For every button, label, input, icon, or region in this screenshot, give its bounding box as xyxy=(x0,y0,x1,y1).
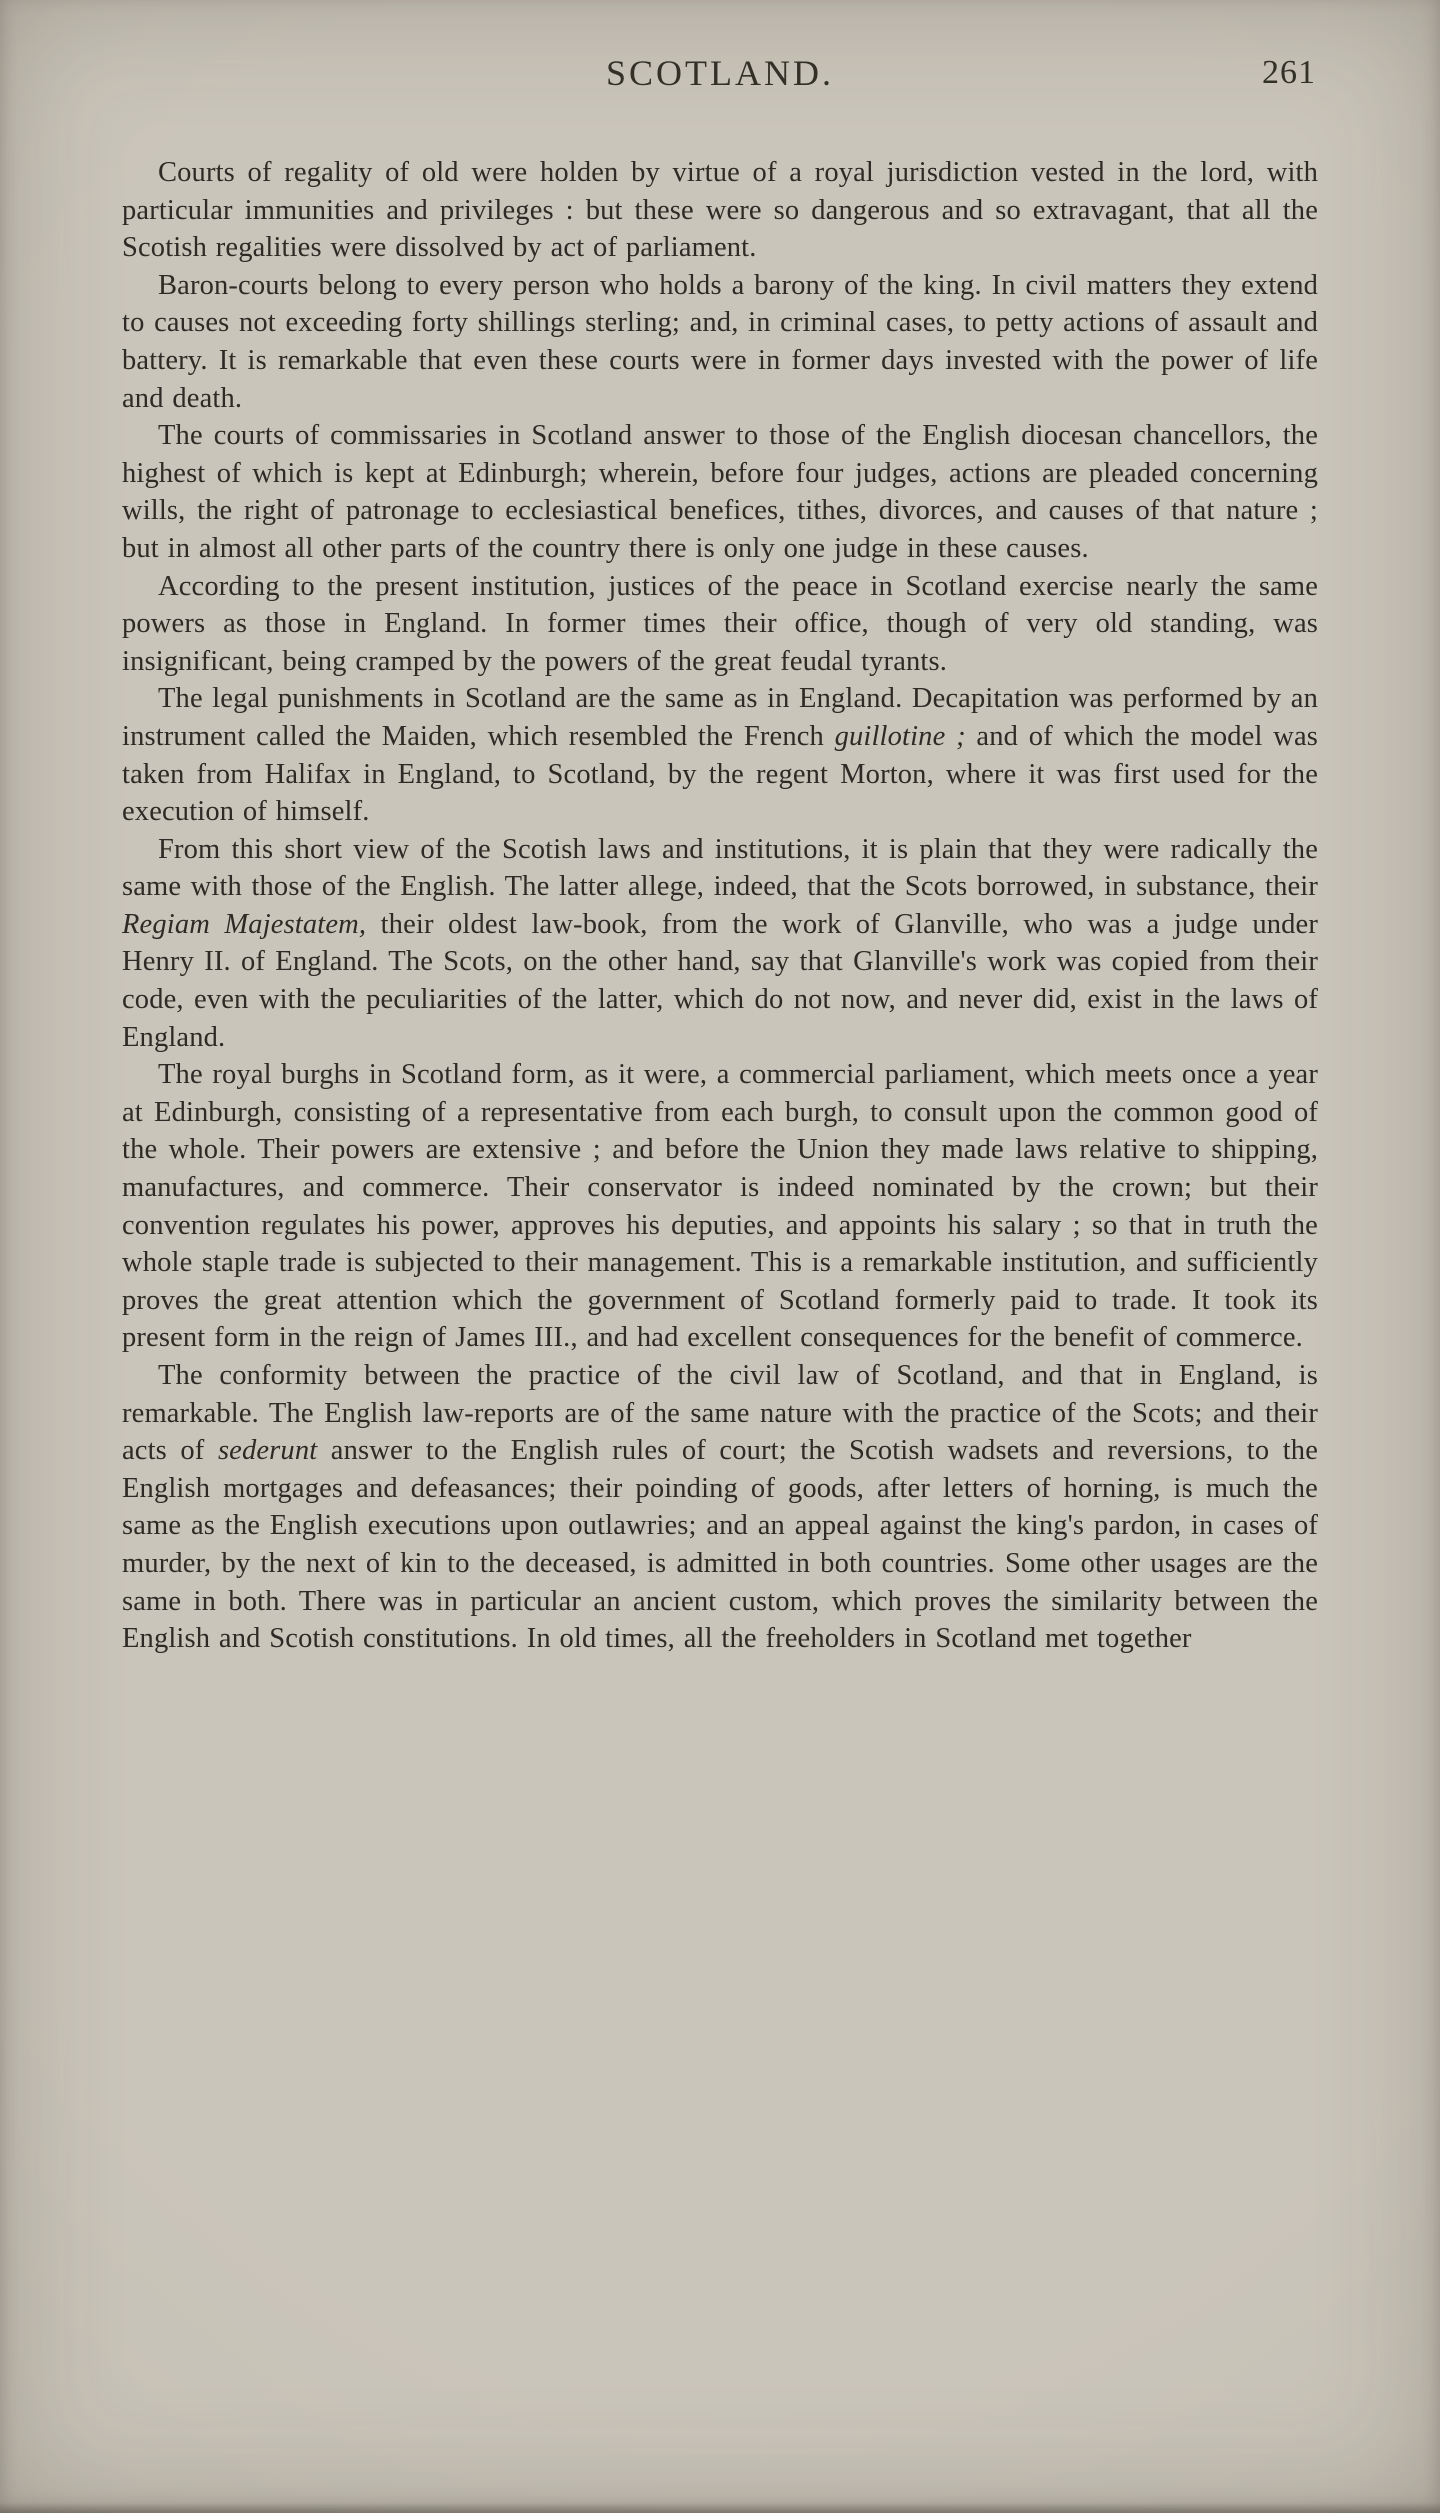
text-block xyxy=(122,154,1318,1658)
text-run: The courts of commissaries in Scotland answer to those of the English diocesan chancellors, the highest of which is kept at Edinburgh; wherein, before four judges, actions are pleaded concerning wills, the right of patronage to ecclesiastical benefices, tithes, divorces, and causes of that nature ; but in almost all other parts of the country there is only one judge in these causes. xyxy=(122,420,1318,564)
text-run: The legal punishments in Scotland are the same as in England. Decapitation was performed by an instrument called the Maiden, which resembled the French xyxy=(122,683,1318,752)
page-title: SCOTLAND. xyxy=(605,53,834,93)
paragraph xyxy=(122,680,1318,830)
italic-phrase: guillotine ; xyxy=(834,720,966,752)
text-run: The royal burghs in Scotland form, as it were, a commercial parliament, which meets once a year at Edinburgh, consisting of a representative from each burgh, to consult upon the common good of the whole. Their powers are extensive ; and before the Union they made laws relative to shipping, manufactures, and commerce. Their conservator is indeed nominated by the crown; but their convention regulates his power, approves his deputies, and appoints his salary ; so that in truth the whole staple trade is subjected to their management. This is a remarkable institution, and sufficiently proves the great attention which the government of Scotland formerly paid to trade. It took its present form in the reign of James III., and had excellent consequences for the benefit of commerce. xyxy=(122,1059,1318,1354)
text-run: According to the present institution, justices of the peace in Scotland exercise nearly the same powers as those in England. In former times their office, though of very old standing, was insignificant, being cramped by the powers of the great feudal tyrants. xyxy=(122,570,1318,677)
italic-phrase: Regiam Majestatem, xyxy=(122,908,367,940)
text-run: their oldest law-book, from the work of Glanville, who was a judge under Henry II. of England. The Scots, on the other hand, say that Glanville's work was copied from their code, even with the peculiarities of the latter, which do not now, and never did, exist in the laws of England. xyxy=(122,908,1318,1053)
text-run: The conformity between the practice of the civil law of Scotland, and that in England, is remarkable. The English law-reports are of the same nature with the practice of the Scots; and their acts of xyxy=(122,1360,1318,1467)
text-run: Baron-courts belong to every person who holds a barony of the king. In civil matters they extend to causes not exceeding forty shillings sterling; and, in criminal cases, to petty actions of assault and battery. It is remarkable that even these courts were in former days invested with the power of life and death. xyxy=(122,269,1318,414)
paragraph xyxy=(122,1357,1318,1658)
paragraph xyxy=(122,831,1318,1057)
italic-phrase: sederunt xyxy=(217,1435,318,1467)
paragraph xyxy=(122,267,1318,417)
running-head xyxy=(122,52,1318,110)
page-number: 261 xyxy=(1262,54,1316,91)
text-run: answer to the English rules of court; the Scotish wadsets and reversions, to the English mortgages and defeasances; their poinding of goods, after letters of horning, is much the same as the English executions upon outlawries; and an appeal against the king's pardon, in cases of murder, by the next of kin to the deceased, is admitted in both countries. Some other usages are the same in both. There was in particular an ancient custom, which proves the similarity between the English and Scotish constitutions. In old times, all the freeholders in Scotland met together xyxy=(122,1435,1319,1655)
paragraph xyxy=(122,154,1318,267)
page-content xyxy=(122,0,1318,1658)
text-run: From this short view of the Scotish laws and institutions, it is plain that they were radically the same with those of the English. The latter allege, indeed, that the Scots borrowed, in substance, their xyxy=(122,833,1318,903)
text-run: Courts of regality of old were holden by virtue of a royal jurisdiction vested in the lord, with particular immunities and privileges : but these were so dangerous and so extravagant, that all the Scotish regalities were dissolved by act of parliament. xyxy=(122,157,1318,264)
paragraph xyxy=(122,417,1318,567)
paragraph xyxy=(122,1056,1318,1357)
text-run: and of which the model was taken from Halifax in England, to Scotland, by the regent Morton, where it was first used for the execution of himself. xyxy=(122,720,1318,828)
paragraph xyxy=(122,568,1318,681)
